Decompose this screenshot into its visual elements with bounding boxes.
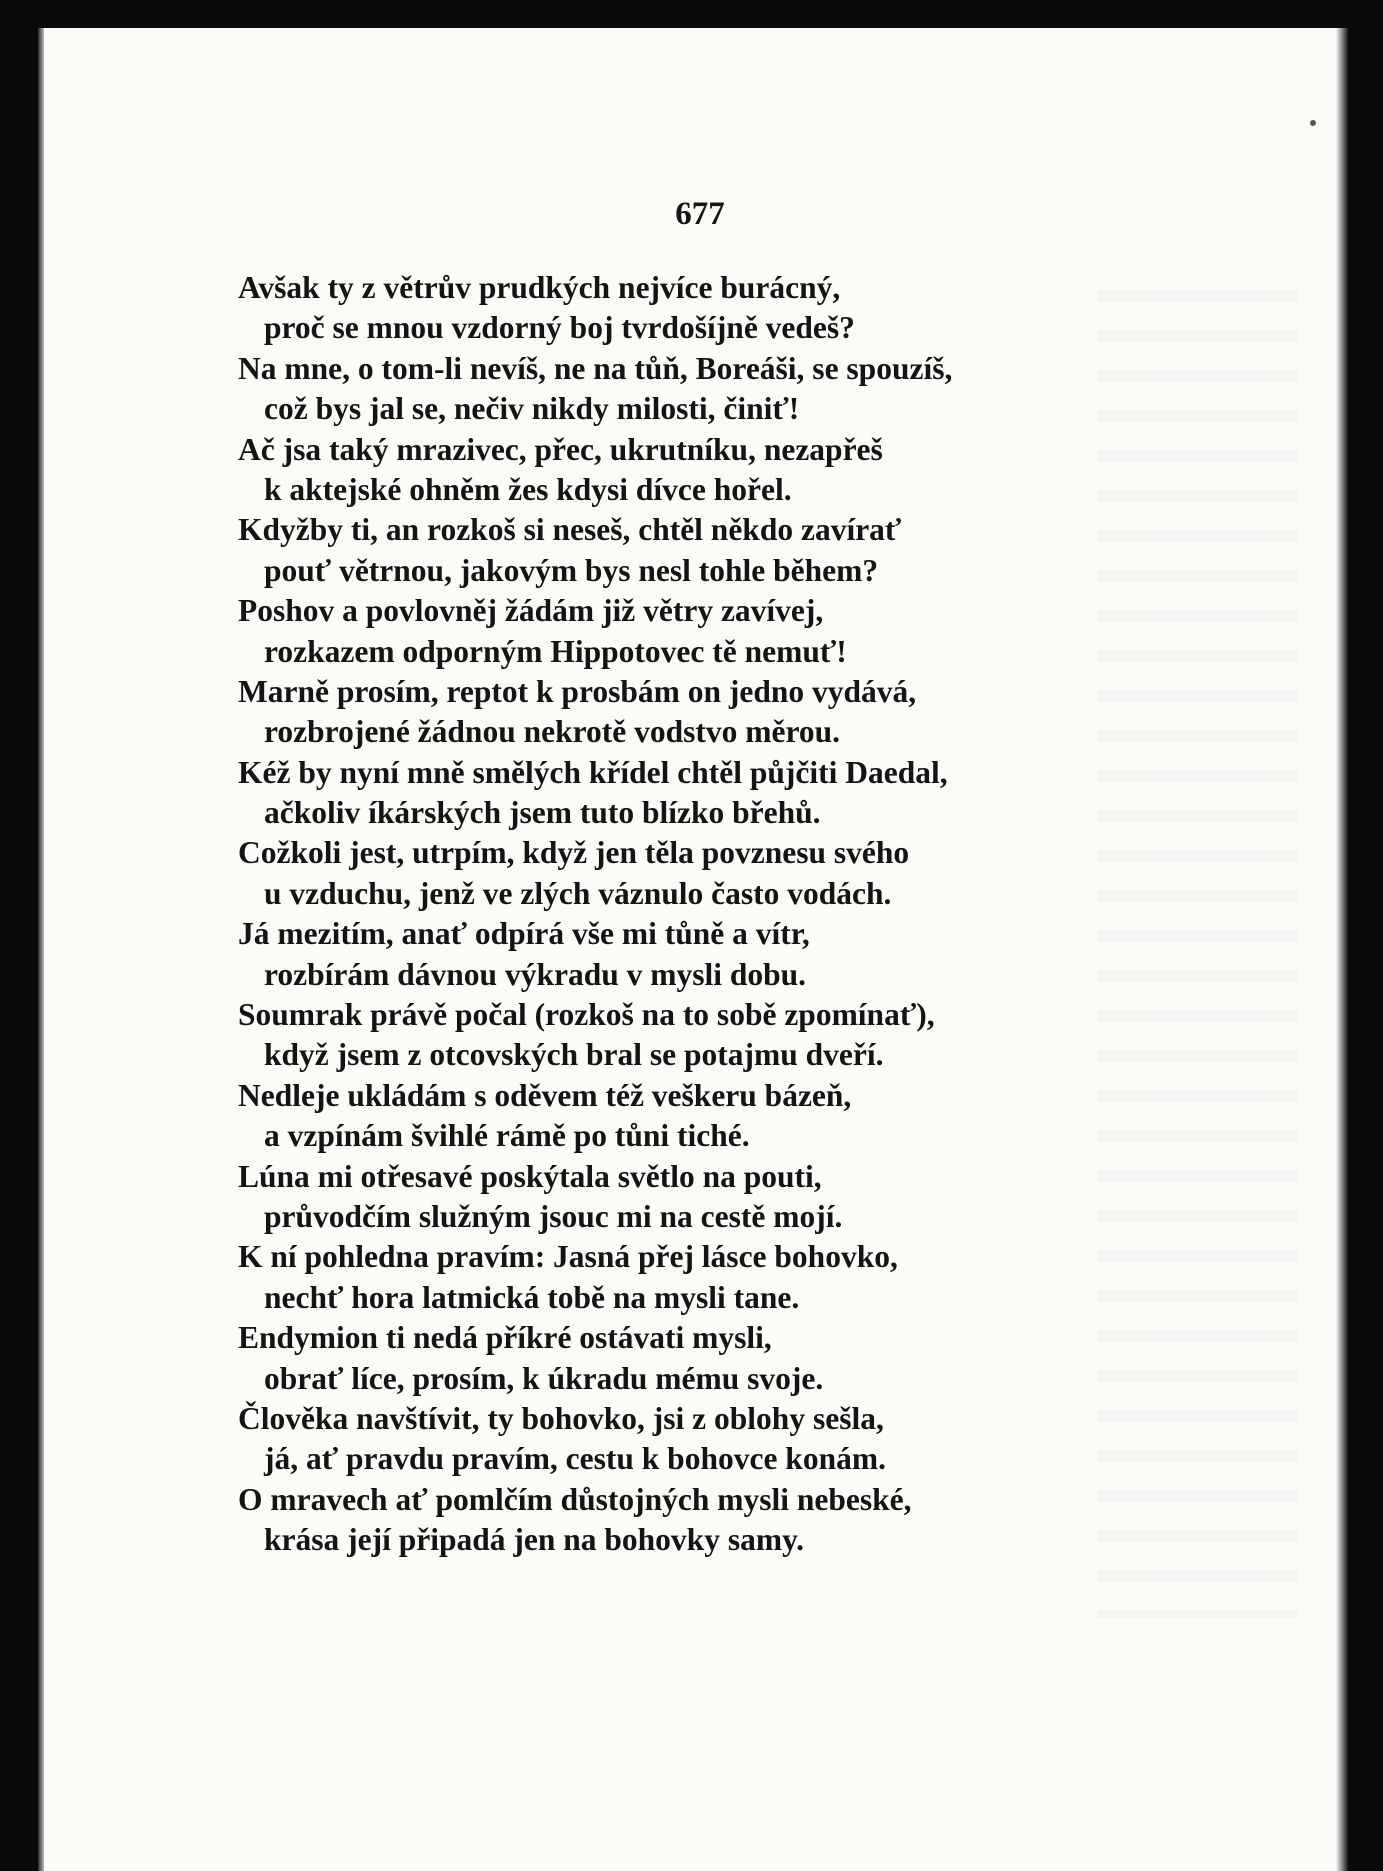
poem-line: Soumrak právě počal (rozkoš na to sobě zpomínať), (238, 997, 935, 1033)
poem-text (238, 268, 1318, 1561)
book-page (38, 28, 1348, 1871)
poem-line: Já mezitím, anať odpírá vše mi tůně a vítr, (238, 916, 810, 952)
poem-line: Člověka navštívit, ty bohovko, jsi z oblohy sešla, (238, 1400, 884, 1436)
poem-line: Kdyžby ti, an rozkoš si neseš, chtěl někdo zavírať (238, 512, 902, 548)
poem-line: proč se mnou vzdorný boj tvrdošíjně vedeš? (264, 310, 855, 346)
poem-line: Avšak ty z větrův prudkých nejvíce burácný, (238, 270, 841, 305)
poem-line: Lúna mi otřesavé poskýtala světlo na pouti, (238, 1158, 822, 1194)
poem-line: což bys jal se, nečiv nikdy milosti, činiť! (264, 391, 800, 427)
poem-line: rozkazem odporným Hippotovec tě nemuť! (264, 633, 847, 669)
poem-line: rozbírám dávnou výkradu v mysli dobu. (264, 956, 807, 992)
poem-line: K ní pohledna pravím: Jasná přej lásce bohovko, (238, 1239, 898, 1275)
poem-line: Marně prosím, reptot k prosbám on jedno vydává, (238, 673, 917, 709)
poem-line: rozbrojené žádnou nekrotě vodstvo měrou. (264, 714, 841, 750)
poem-line: Na mne, o tom-li nevíš, ne na tůň, Boreáši, se spouzíš, (238, 350, 953, 386)
page-left-edge (38, 28, 44, 1871)
poem-line: Poshov a povlovněj žádám již větry zavívej, (238, 593, 824, 629)
page-number: 677 (675, 196, 725, 232)
poem-line: průvodčím služným jsouc mi na cestě mojí. (264, 1198, 843, 1234)
poem-line: O mravech ať pomlčím důstojných mysli nebeské, (238, 1481, 912, 1517)
poem-line: Nedleje ukládám s oděvem též veškeru bázeň, (238, 1077, 852, 1113)
poem-line: Ač jsa taký mrazivec, přec, ukrutníku, nezapřeš (238, 431, 883, 467)
poem-line: u vzduchu, jenž ve zlých váznulo často vodách. (264, 875, 892, 911)
poem-line: když jsem z otcovských bral se potajmu dveří. (264, 1037, 884, 1073)
poem-line: Cožkoli jest, utrpím, když jen těla povznesu svého (238, 835, 910, 871)
page-right-edge (1336, 28, 1348, 1871)
poem-line: krása její připadá jen na bohovky samy. (264, 1522, 804, 1558)
dust-speck (1310, 120, 1316, 126)
poem-line: a vzpínám švihlé rámě po tůni tiché. (264, 1118, 750, 1154)
poem-line: Endymion ti nedá příkré ostávati mysli, (238, 1320, 772, 1356)
poem-line: Kéž by nyní mně smělých křídel chtěl půjčiti Daedal, (238, 754, 948, 790)
poem-line: já, ať pravdu pravím, cestu k bohovce konám. (264, 1441, 886, 1477)
poem-line: ačkoliv íkárských jsem tuto blízko břehů. (264, 795, 821, 831)
poem-line: nechť hora latmická tobě na mysli tane. (264, 1279, 800, 1315)
poem-line: obrať líce, prosím, k úkradu mému svoje. (264, 1360, 824, 1396)
poem-line: k aktejské ohněm žes kdysi dívce hořel. (264, 471, 792, 507)
poem-line: pouť větrnou, jakovým bys nesl tohle během? (264, 552, 879, 588)
